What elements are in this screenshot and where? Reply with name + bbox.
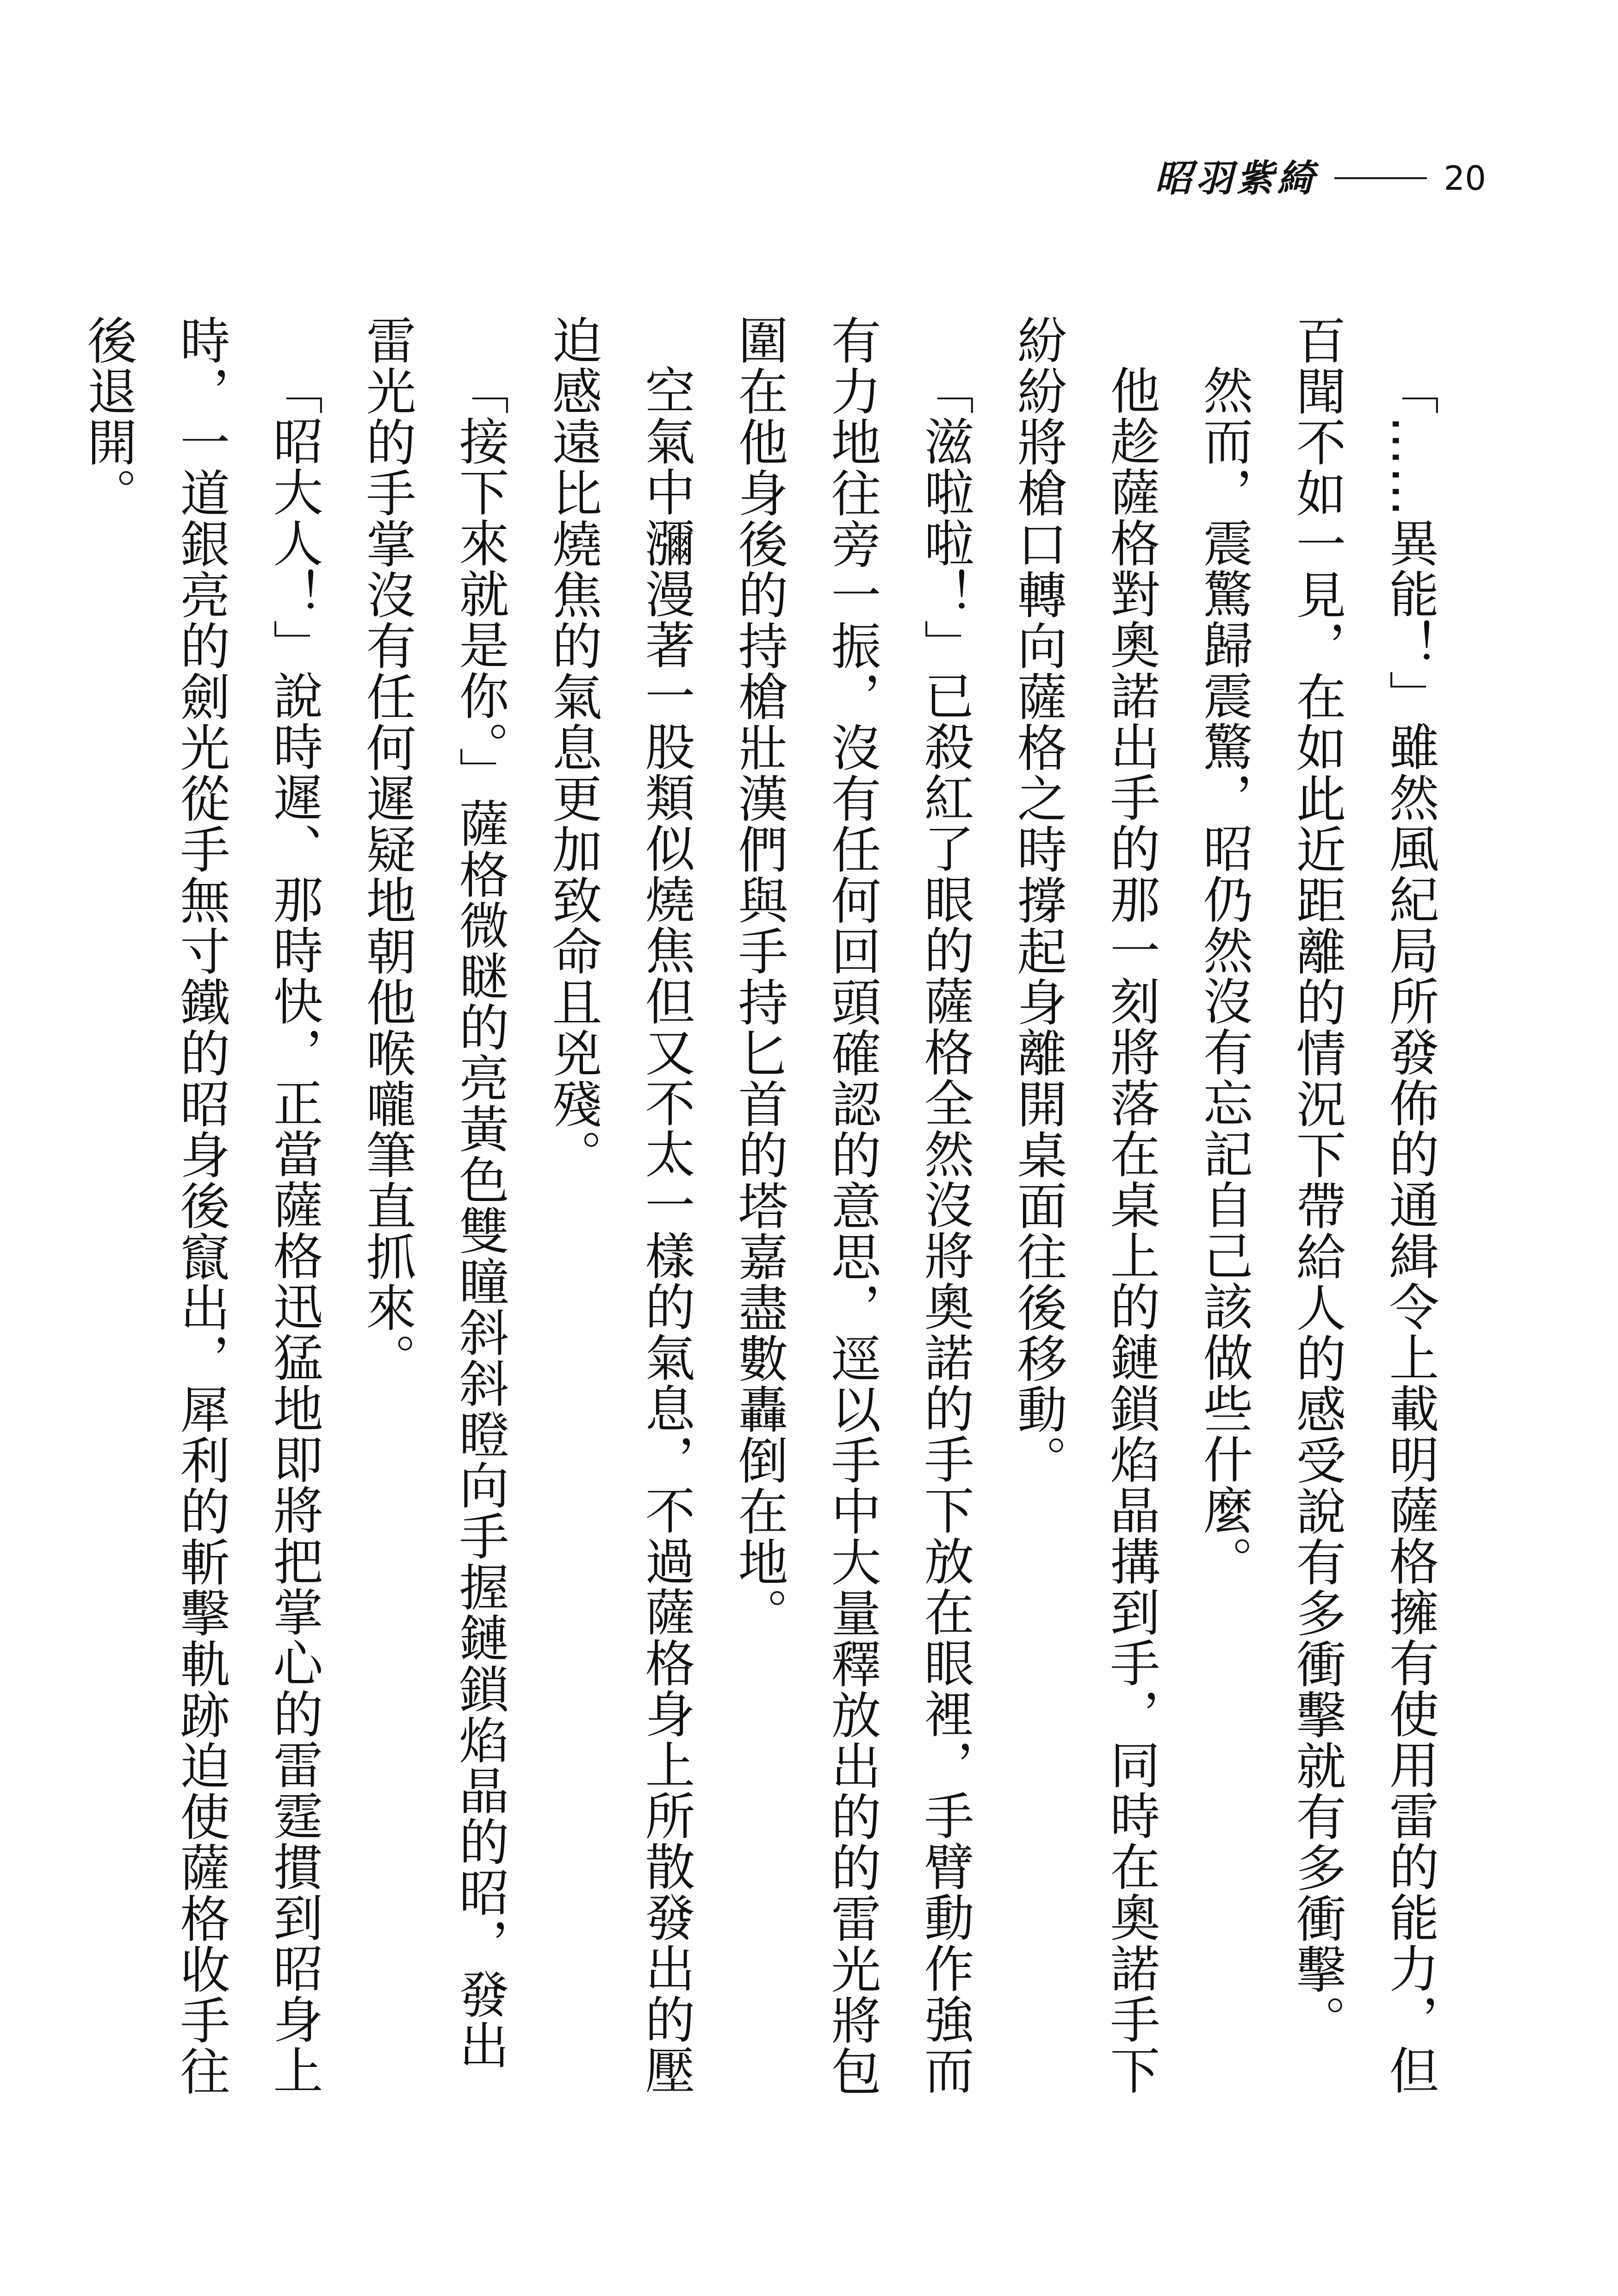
paragraph: 空氣中瀰漫著一股類似燒焦但又不太一樣的氣息，不過薩格身上所散發出的壓迫感遠比燒焦的氣息更加致命且兇殘。 xyxy=(544,315,694,2096)
paragraph: 然而，震驚歸震驚，昭仍然沒有忘記自己該做些什麼。 xyxy=(1195,365,1252,1587)
body-text xyxy=(79,315,1456,2120)
paragraph: 「滋啦啦！」已殺紅了眼的薩格全然沒將奧諾的手下放在眼裡，手臂動作強而有力地往旁一振，沒有任何回頭確認的意思，逕以手中大量釋放出的的雷光將包圍在他身後的持槍壯漢們與手持匕首的塔嘉盡數轟倒在地。 xyxy=(730,315,973,2097)
page-number: 20 xyxy=(1444,159,1486,198)
running-header xyxy=(1155,156,1486,200)
paragraph: 「昭大人！」說時遲、那時快，正當薩格迅猛地即將把掌心的雷霆摜到昭身上時，一道銀亮的劍光從手無寸鐵的昭身後竄出，犀利的斬擊軌跡迫使薩格收手往後退開。 xyxy=(79,315,322,2097)
paragraph: 他趁薩格對奧諾出手的那一刻將落在桌上的鏈鎖焰晶搆到手，同時在奧諾手下紛紛將槍口轉向薩格之時撐起身離開桌面往後移動。 xyxy=(1009,315,1159,2096)
header-rule xyxy=(1334,177,1427,179)
paragraph: 「……異能！」雖然風紀局所發佈的通緝令上載明薩格擁有使用雷的能力，但百聞不如一見，在如此近距離的情況下帶給人的感受說有多衝擊就有多衝擊。 xyxy=(1288,315,1438,2096)
paragraph: 「接下來就是你。」薩格微瞇的亮黃色雙瞳斜斜瞪向手握鏈鎖焰晶的昭，發出雷光的手掌沒有任何遲疑地朝他喉嚨筆直抓來。 xyxy=(358,315,508,2071)
book-title: 昭羽紫綺 xyxy=(1155,156,1318,200)
